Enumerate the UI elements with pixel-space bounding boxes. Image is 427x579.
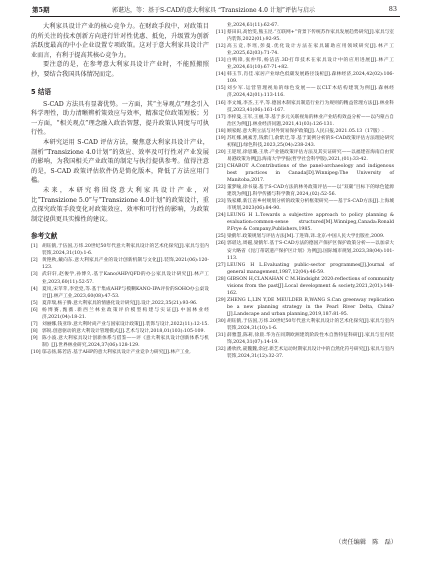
- conclusion-paragraph: 未来，本研究将围绕意大利家具设计产业，对比“Transizione 5.0”与“Transizione 4.0计划”的政策设计，重点探究政策手段变化对政策效应、效率和可行性的影响，为政策制定提供更具实操性的建议。: [31, 186, 209, 223]
- reference-text: 韩玉节,肖佳.家居产业绿色低碳发展路径浅析[J].森林经济,2024,42(02):106-109.: [227, 72, 394, 85]
- reference-text: 高玉竞,李瑶,彭曼.优化设计方法在家具辅助应用领域研究[J].林产工业,2025,62(03):71-74.: [227, 44, 394, 57]
- reference-text: 苏红娜,姚素芳,钱紫门,俞紫迁,等.基于案例分析的S-CAD政策评估方法理论研究初探[J].绿色科技,2023,25(04):238-243.: [227, 135, 394, 148]
- reference-item: [216, 135, 394, 149]
- editor-note: （责任编辑 陈 磊）: [335, 539, 397, 546]
- reference-number: [29]: [216, 297, 226, 303]
- reference-number: [17]: [216, 114, 226, 120]
- reference-item: [216, 212, 394, 233]
- reference-item: [216, 100, 394, 114]
- reference-text: 潘欣欣,聂魏魏,余冠.新艺术运动时期家具设计中的自然化符号研究[J].家具与室内装饰,2024,31(12):32-37.: [227, 347, 394, 360]
- reference-item: [216, 149, 394, 163]
- reference-text: GIBSON H,CLANAHAN C M.Hindsight 2020:reflections of community visions from the past[J].Local development & society,2021,2(01):148-162.: [227, 276, 394, 296]
- reference-text: 白鸭锋,张仲邦,杨洁洁.3D打印技术在家具设计中的应用进展[J].林产工业,2024,61(10):67-71+82.: [227, 58, 394, 71]
- reference-number: [30]: [216, 318, 226, 324]
- reference-text: 郭锐.创意驱动的意大利设计管理模式[J].艺术与设计,2018,01(103):105-109.: [42, 328, 205, 334]
- reference-number: [1]: [31, 244, 38, 250]
- reference-text: 夏岚,宋苹苹,李党党,等.基于集成AHP与模糊KANO-IPA评价的SOHO办公桌设计[J].林产工业,2023,60(08):47-53.: [42, 286, 209, 299]
- body-paragraph: 要注意的是，在参考意大利家具设计产业时，不能照搬照抄，要结合我国具体情况而定。: [31, 61, 209, 78]
- reference-number: [20]: [216, 149, 226, 155]
- reference-text: 顾家妮.意大利立法与对外贸易保护政策[J].人民日报,2021.05.13（17版）.: [227, 128, 384, 134]
- reference-item: [216, 22, 394, 29]
- reference-number: [23]: [216, 199, 226, 205]
- reference-number: [16]: [216, 100, 226, 106]
- reference-item: [216, 262, 394, 276]
- reference-number: [5]: [31, 300, 38, 306]
- references-title: 参考文献: [31, 232, 58, 241]
- reference-text: 李文城,李杰,王平,等.德国木制家具制造行业行为规则的精益管理方法[J].林业科技,2023,41(06):161-167.: [227, 100, 394, 113]
- reference-text: LEUNG H L.Towards a subjective approach to policy planning & evaluation:common-sense structured[M].Winnipeg,Canada:Ronald P.Frye & Company,Publishers,1985.: [227, 213, 394, 233]
- reference-item: [216, 276, 394, 297]
- reference-item: [216, 128, 394, 135]
- reference-item: [31, 349, 209, 356]
- reference-text: 陈小波.意大利家具设计创新体系与借鉴——评《意大利家具设计创新体系与机制》[J].世界林业研究,2024,37(06):128-129.: [42, 335, 209, 348]
- reference-item: [216, 318, 394, 332]
- reference-text: 武轩轩,赵俊学,孙博久.基于Kano/AHP/QFD的办公家具设计研究[J].林产工业,2023,60(11):52-57.: [42, 272, 209, 285]
- reference-number: [14]: [216, 72, 226, 78]
- reference-text: 钱家卿,新江省乡村规划分析的政策分析框架研究——基于S-CAD方法[J].上海城市规划,2023(06):84-90.: [227, 199, 394, 212]
- reference-number: [19]: [216, 135, 226, 141]
- reference-item: [216, 85, 394, 99]
- reference-number: [22]: [216, 185, 226, 191]
- reference-item: [216, 332, 394, 346]
- reference-item: [31, 307, 209, 321]
- reference-number: [13]: [216, 58, 226, 64]
- reference-number: [28]: [216, 276, 226, 282]
- reference-number: [15]: [216, 86, 226, 92]
- right-column: [216, 22, 394, 360]
- reference-number: [25]: [216, 234, 226, 240]
- section-title: 5 结语: [31, 87, 52, 96]
- reference-item: [216, 163, 394, 184]
- reference-text: 邬志扬,陈若洁.基于AHP的意大利家具设计产业竞争力研究[J].林产工业,: [42, 349, 191, 355]
- reference-number: [11]: [216, 30, 226, 36]
- reference-text: CHABOT A.Contributions of the panel-archaeology and indigenous best practices in Canada[D].Winnipeg:The University of Manitoba,2017.: [227, 163, 394, 184]
- reference-text: 蔡田田,高怡雯,熊玉昆.“互联网+”背景下传统苏作家具发展趋势研究[J].家具与室内装饰,2022(01):92-95.: [227, 30, 394, 43]
- reference-text: 薛雅慧,陈莉,徐晨.华为在同期欧洲建筑阶段性木自然特征科研[J].家具与室内装饰,2024,31(07):14-19.: [227, 333, 394, 346]
- reference-item: [31, 335, 209, 349]
- reference-item: [31, 328, 209, 335]
- reference-text: 王迎瑶,徐思璐,王欣.产业链政策评估方法及其实证研究——以福建省海南自由贸易港政策为例[J].海南大学学报(哲学社会科学版),2021,(01):33-42.: [227, 149, 394, 162]
- issue-label: 第5期: [32, 6, 50, 14]
- reference-text: 刘少军.运营管理视角的绿色发展——以CLT木结构建筑为例[J].森林经济,2024,42(01):113-116.: [227, 86, 394, 99]
- reference-item: [31, 257, 209, 271]
- left-column: [31, 22, 209, 356]
- page-number: 83: [388, 5, 397, 13]
- reference-text: 业,2024,61(11):62-67.: [227, 23, 279, 28]
- reference-number: [9]: [31, 335, 38, 341]
- reference-item: [216, 57, 394, 71]
- reference-item: [31, 243, 209, 257]
- reference-text: 胡钰鹤,于伍国,万炜.20世纪50年代意大利家具设计的艺术化探究[J].家具与室内装饰,2024,31(10):1-6.: [42, 244, 209, 257]
- reference-item: [216, 71, 394, 85]
- reference-item: [31, 286, 209, 300]
- reference-number: [18]: [216, 128, 226, 134]
- reference-number: [10]: [31, 349, 41, 355]
- reference-item: [216, 198, 394, 212]
- reference-item: [216, 43, 394, 57]
- reference-text: 杨博赛,甄薇.新西兰林业政策评价模型构建与实证[J].中国林业经济,2021(04):18-21.: [42, 307, 209, 320]
- reference-text: 郭谌达,周磁,梁鹤年.基于S-CAD方法的德国产保护区保护政策分析——以加拿大安大略省《昆汀蒂诺遗产保护区计划》为例[J].国际城市规划,2023,38(04):101-113.: [227, 241, 394, 261]
- reference-number: [7]: [31, 321, 38, 327]
- reference-text: 刘丽娜,钱亚珍.意大利时尚产业与国家设计政策[J].装饰与设计,2022(11):12-15.: [42, 321, 209, 327]
- reference-item: [216, 114, 394, 128]
- reference-item: [216, 29, 394, 43]
- reference-text: 夏萍瑞,杨子腾.意大利家具的情感化设计研究[J].设计,2022,35(21):93-96.: [42, 300, 198, 306]
- header-rule: [30, 16, 400, 17]
- reference-number: [6]: [31, 307, 38, 313]
- reference-text: ZHENG L,LIN Y,DE MEULDER B,WANG S.Can greenway replication be a new planning strategy in the Pearl River Delta, China?[J].Landscape and urban planning,2019,187:81-95.: [227, 297, 394, 317]
- reference-item: [216, 240, 394, 261]
- reference-number: [31]: [216, 333, 226, 339]
- reference-number: [12]: [216, 44, 226, 50]
- reference-number: [26]: [216, 241, 226, 247]
- reference-list: [31, 243, 209, 356]
- reference-text: 李梓曼,王军,王丽,等.基于多元关联视角的林业产业结构效益分析——以内蒙古自治区为例[J].林业经济问题,2021,41(03):126-131.: [227, 114, 394, 127]
- conclusion-paragraph: S-CAD 方法具有显著优势。一方面，其“主导观点”理念引入科学理性，助力清晰辨析策效应与效率，精准定位政策短板；另一方面，“相关观点”理念融入政治智慧，提升政策认同度与可执行性。: [31, 100, 209, 137]
- reference-text: 梁鹤年.政策规划与评估方法[M].丁进锋,译.北京:中国人民大学出版社,2009.: [227, 234, 385, 240]
- conclusion-paragraph: 本研究运用 S-CAD 评估方法，聚焦意大利家具设计产业，剖析“Transizione 4.0计划”的效应、效率及可行性对产业发展的影响，为我国相关产业政策的制定与执行提供参考。值得注意的是，S-CAD 政策评估软件仍是简化版本，降低了方法应用门槛。: [31, 138, 209, 185]
- reference-item: [216, 297, 394, 318]
- reference-number: [24]: [216, 213, 226, 219]
- reference-item: [216, 184, 394, 198]
- reference-text: 黄艳秋,戴向东.意大利家具产业的设计创新机制与文化[J].装饰,2021(06):120-123.: [42, 258, 209, 271]
- reference-number: [27]: [216, 262, 226, 268]
- reference-item: [31, 300, 209, 307]
- reference-text: 董梦喻,徐书晟.基于S-CAD方法的林务政策评估——以“双碳”目标下的绿色能源建筑为例[J].科学传播与科学教育,2024,(02):52-56.: [227, 185, 394, 198]
- reference-text: 胡钰鹤,于伍国,万炜.20世纪50年代意大利家具设计的艺术化探究[J].家具与室内装饰,2024,31(10):1-6.: [227, 318, 394, 332]
- reference-number: [4]: [31, 286, 38, 292]
- running-title: 郭谌达，等：基于S-CAD的意大利家具 “Transizione 4.0 计划”评估与启示: [112, 7, 315, 14]
- reference-text: LEUNG H L.Evaluating public-sector programmes[J].Journal of general management,1987,12(04):46-59.: [227, 262, 394, 275]
- reference-item: [31, 271, 209, 285]
- reference-number: [32]: [216, 347, 226, 353]
- reference-list: [216, 22, 394, 360]
- reference-item: [216, 346, 394, 360]
- body-paragraph: 大利家具设计产业的核心竞争力。在财政手段中，对政策目的所关注的技术创新方向进行针对性优惠、抵免，升级置为创新活跃度最高的中小企业设置专项政策。这对于意大利家具设计产业而言，有利于提高其核心竞争力。: [31, 23, 209, 59]
- reference-number: [2]: [31, 258, 38, 264]
- reference-number: [21]: [216, 163, 226, 169]
- reference-number: [8]: [31, 328, 38, 334]
- reference-item: [216, 233, 394, 240]
- reference-number: [3]: [31, 272, 38, 278]
- reference-item: [31, 321, 209, 328]
